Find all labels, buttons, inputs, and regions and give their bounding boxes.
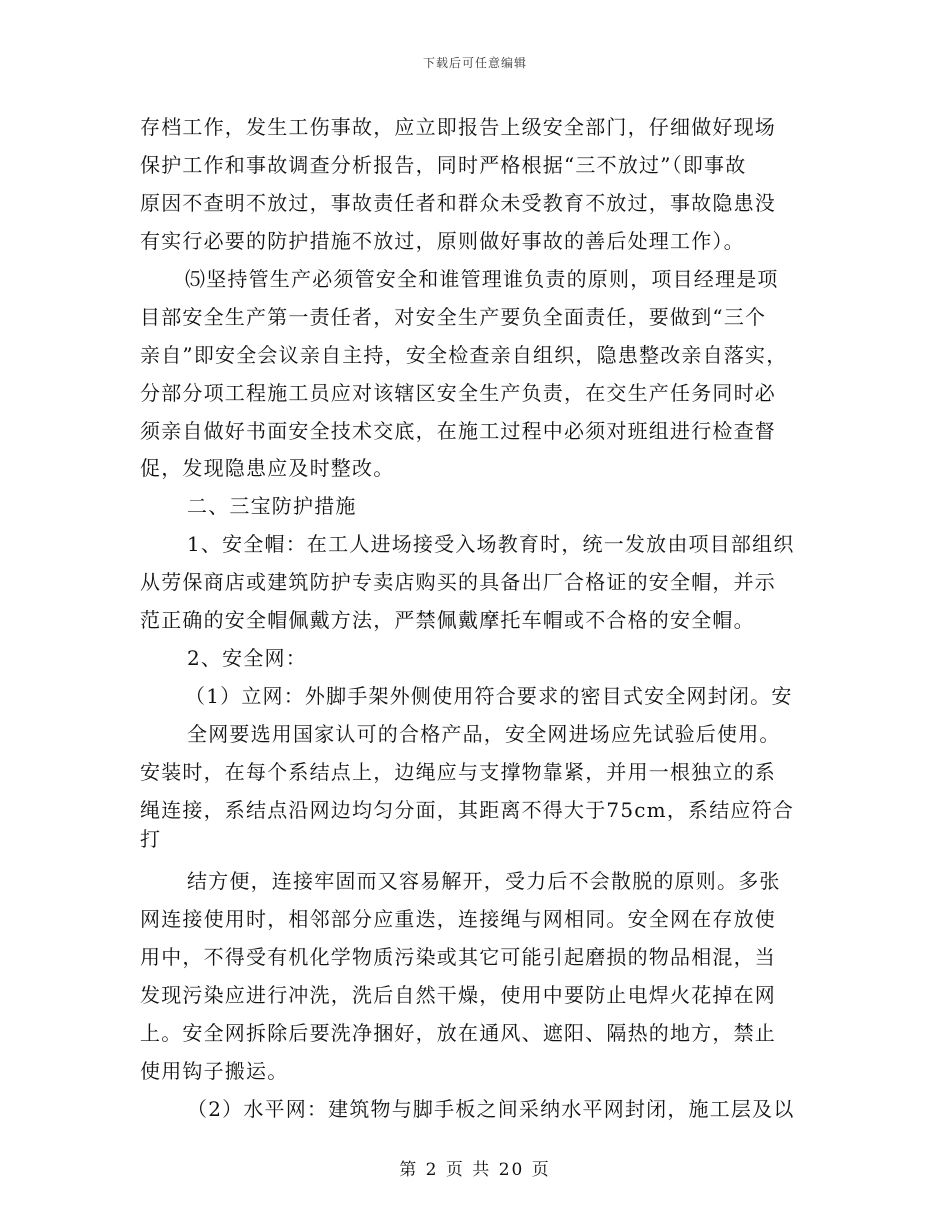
body-line: 上。安全网拆除后要洗净捆好，放在通风、遮阳、隔热的地方，禁止 <box>140 1021 776 1045</box>
body-line: ⑸坚持管生产必须管安全和谁管理谁负责的原则，项目经理是项 <box>185 267 779 291</box>
body-line: 用中，不得受有机化学物质污染或其它可能引起磨损的物品相混，当 <box>140 945 776 969</box>
body-line: 须亲自做好书面安全技术交底，在施工过程中必须对班组进行检查督 <box>140 419 776 443</box>
body-line: 发现污染应进行冲洗，洗后自然干燥，使用中要防止电焊火花掉在网 <box>140 983 776 1007</box>
body-line: 促，发现隐患应及时整改。 <box>140 456 395 480</box>
body-line: 保护工作和事故调查分析报告，同时严格根据“三不放过”（即事故 <box>140 153 747 177</box>
body-line: 绳连接，系结点沿网边均匀分面，其距离不得大于75cm，系结应符合 <box>140 798 795 822</box>
page-header: 下载后可任意编辑 <box>422 56 527 70</box>
body-line: 亲自”即安全会议亲自主持，安全检查亲自组织，隐患整改亲自落实， <box>140 343 788 367</box>
body-line: 有实行必要的防护措施不放过，原则做好事故的善后处理工作）。 <box>140 229 745 253</box>
body-line: 存档工作，发生工伤事故，应立即报告上级安全部门，仔细做好现场 <box>140 115 776 139</box>
body-line: （2）水平网：建筑物与脚手板之间采纳水平网封闭，施工层及以 <box>187 1097 795 1121</box>
body-line: 从劳保商店或建筑防护专卖店购买的具备出厂合格证的安全帽，并示 <box>140 570 776 594</box>
body-line: 全网要选用国家认可的合格产品，安全网进场应先试验后使用。 <box>187 722 781 746</box>
body-line: 1、安全帽：在工人进场接受入场教育时，统一发放由项目部组织 <box>187 532 795 556</box>
body-line: 打 <box>140 827 162 851</box>
body-line: 目部安全生产第一责任者，对安全生产要负全面责任，要做到“三个 <box>140 305 767 329</box>
body-line: 2、安全网： <box>187 646 307 670</box>
section-heading: 二、三宝防护措施 <box>187 494 357 518</box>
body-line: 原因不查明不放过，事故责任者和群众未受教育不放过，事故隐患没 <box>140 191 776 215</box>
page-number: 第 2 页 共 20 页 <box>399 1160 551 1180</box>
body-line: 网连接使用时，相邻部分应重迭，连接绳与网相同。安全网在存放使 <box>140 907 776 931</box>
body-line: 分部分项工程施工员应对该辖区安全生产负责，在交生产任务同时必 <box>140 381 776 405</box>
body-line: 使用钩子搬运。 <box>140 1059 289 1083</box>
body-line: （1）立网：外脚手架外侧使用符合要求的密目式安全网封闭。安 <box>185 684 793 708</box>
body-line: 范正确的安全帽佩戴方法，严禁佩戴摩托车帽或不合格的安全帽。 <box>140 608 755 632</box>
body-line: 结方便，连接牢固而又容易解开，受力后不会散脱的原则。多张 <box>187 869 781 893</box>
body-line: 安装时，在每个系结点上，边绳应与支撑物靠紧，并用一根独立的系 <box>140 760 776 784</box>
